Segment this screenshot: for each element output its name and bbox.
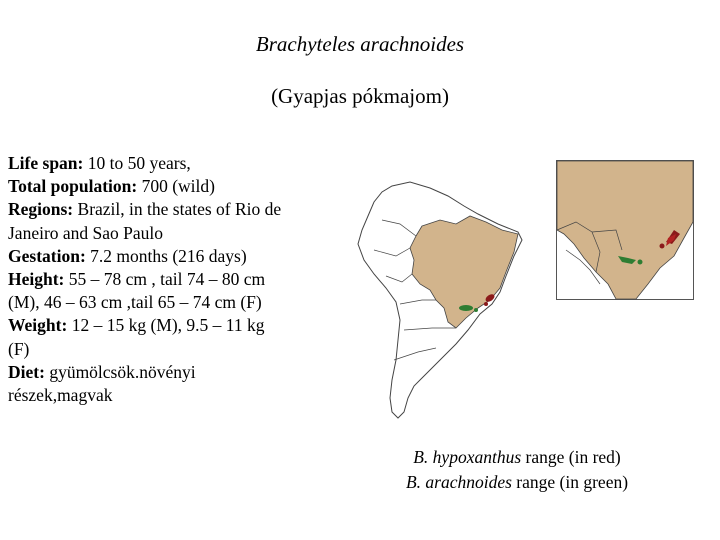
fact-label: Gestation: <box>8 245 86 266</box>
fact-value: 10 to 50 years, <box>83 153 191 173</box>
south-america-map <box>352 180 524 420</box>
caption-red <box>382 447 652 468</box>
fact-value: 700 (wild) <box>137 176 215 197</box>
inset-red-dot <box>660 244 665 249</box>
inset-green-dot <box>638 260 643 265</box>
fact-population <box>8 175 290 198</box>
caption-red-text: range (in red) <box>521 447 621 467</box>
green-range-dot <box>474 308 478 312</box>
green-range-marker <box>459 305 473 311</box>
fact-value: 55 – 78 cm , tail 74 – 80 cm (M), 46 – 63 cm ,tail 65 – 74 cm (F) <box>8 269 266 313</box>
fact-label: Weight: <box>8 315 68 336</box>
fact-label: Total population: <box>8 176 138 197</box>
fact-label: Life span: <box>8 153 84 173</box>
caption-green-text: range (in green) <box>511 472 629 492</box>
fact-life-span <box>8 152 290 175</box>
fact-label: Diet: <box>8 361 45 382</box>
caption-green-species: B. arachnoides <box>405 472 512 492</box>
fact-value: 7.2 months (216 days) <box>85 245 247 266</box>
facts-list <box>8 152 290 407</box>
red-range-dot <box>484 302 488 306</box>
species-title: Brachyteles arachnoides <box>255 32 465 56</box>
fact-regions <box>8 198 290 244</box>
fact-value: gyümölcsök.növényi részek,magvak <box>8 361 196 406</box>
fact-gestation <box>8 245 290 268</box>
fact-weight <box>8 314 290 360</box>
fact-diet <box>8 361 290 407</box>
fact-value: Brazil, in the states of Rio de Janeiro and Sao Paulo <box>8 199 282 243</box>
fact-label: Regions: <box>8 199 74 220</box>
common-name: (Gyapjas pókmajom) <box>271 84 449 108</box>
caption-red-species: B. hypoxanthus <box>413 447 522 467</box>
fact-label: Height: <box>8 269 65 290</box>
fact-height <box>8 268 290 314</box>
inset-map <box>556 160 694 300</box>
fact-value: 12 – 15 kg (M), 9.5 – 11 kg (F) <box>8 315 265 359</box>
caption-green <box>382 472 652 493</box>
